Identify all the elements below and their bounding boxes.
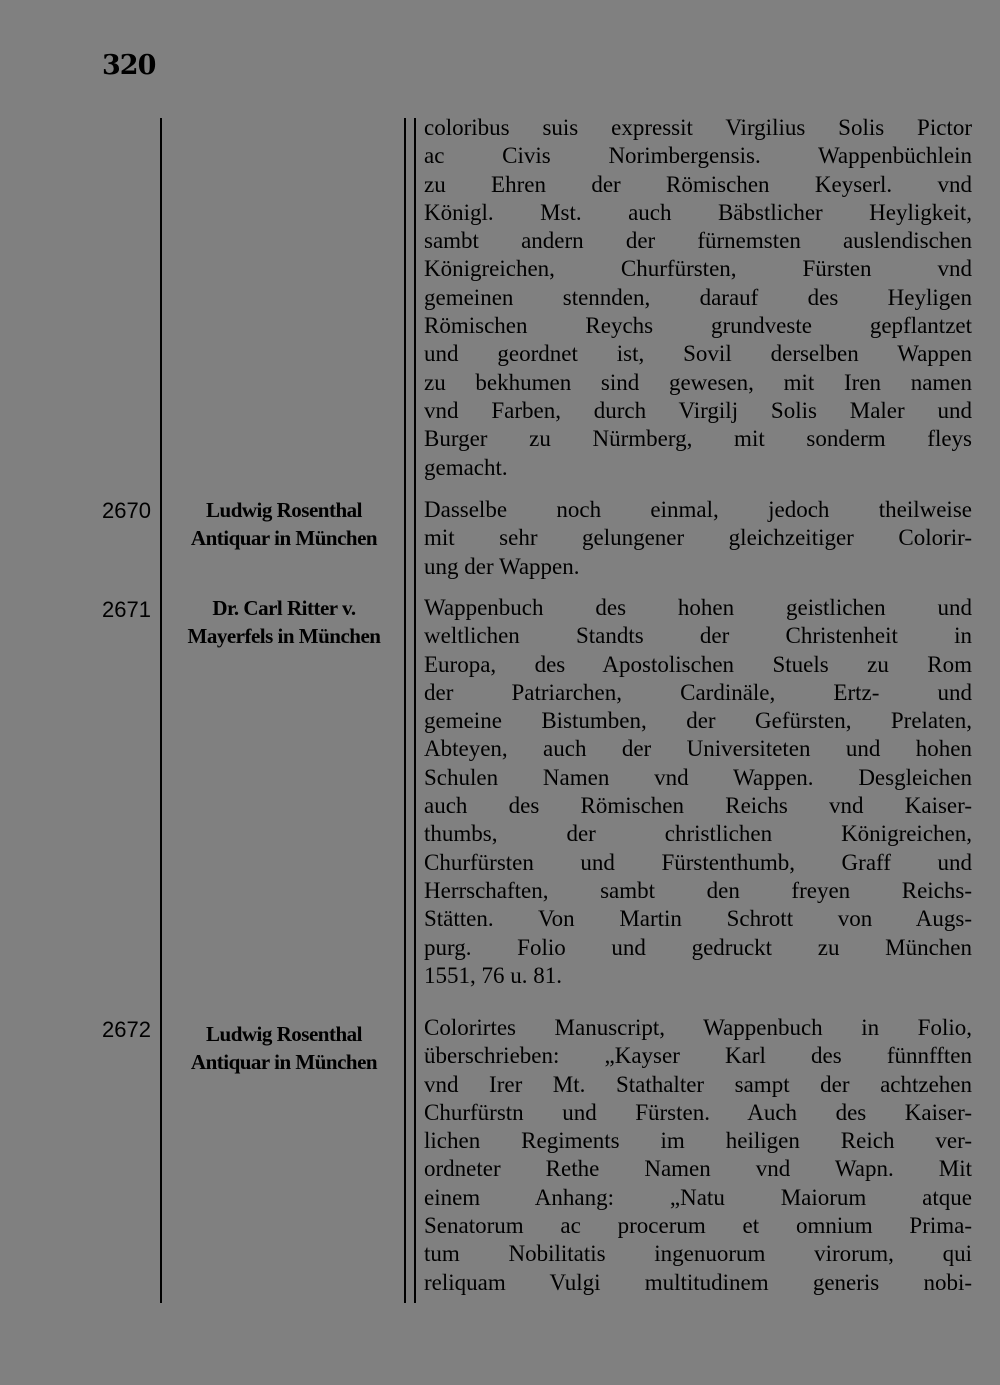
owner-line: Dr. Carl Ritter v. [212, 596, 356, 620]
description-line: gemeinen stennden, darauf des Heyligen [424, 284, 972, 310]
description-line: weltlichen Standts der Christenheit in [424, 623, 972, 649]
description-line: ung der Wappen. [424, 553, 580, 579]
entry-owner [166, 594, 402, 650]
page-number: 320 [102, 50, 156, 81]
description-line: Dasselbe noch einmal, jedoch theilweise [424, 497, 972, 522]
description-line: auch des Römischen Reichs vnd Kaiser- [424, 793, 972, 819]
description-line: mit sehr gelungener gleichzeitiger Colorir- [424, 525, 972, 551]
description-line: vnd Irer Mt. Stathalter sampt der achtzehen [424, 1071, 972, 1097]
owner-line: Antiquar in München [190, 526, 378, 550]
description-line: reliquam Vulgi multitudinem generis nobi- [424, 1269, 972, 1295]
description-line: Abteyen, auch der Universiteten und hohen [424, 736, 972, 762]
description-line: Europa, des Apostolischen Stuels zu Rom [424, 651, 972, 677]
description-line: Herrschaften, sambt den freyen Reichs- [424, 877, 972, 903]
description-line: thumbs, der christlichen Königreichen, [424, 821, 972, 847]
description-line: und geordnet ist, Sovil derselben Wappen [424, 341, 972, 367]
column-rule-middle [404, 118, 406, 1303]
owner-line: Mayerfels in München [187, 624, 381, 648]
description-line: Königreichen, Churfürsten, Fürsten vnd [424, 256, 972, 282]
entry-number: 2672 [102, 1017, 151, 1042]
entry-number: 2671 [102, 597, 151, 622]
description-line: gemeine Bistumben, der Gefürsten, Prelaten, [424, 708, 972, 734]
description-line: zu bekhumen sind gewesen, mit Iren namen [424, 369, 972, 395]
description-line: Burger zu Nürmberg, mit sonderm fleys [424, 426, 972, 452]
description-line: Königl. Mst. auch Bäbstlicher Heyligkeit, [424, 199, 972, 225]
entry-description [424, 1014, 972, 1297]
description-line: coloribus suis expressit Virgilius Solis Pictor [424, 115, 972, 140]
description-line: überschrieben: „Kayser Karl des fünnfften [424, 1043, 972, 1069]
entry-description [424, 496, 972, 581]
description-line: purg. Folio und gedruckt zu München [424, 934, 972, 960]
description-line: Stätten. Von Martin Schrott von Augs- [424, 906, 972, 932]
description-line: Schulen Namen vnd Wappen. Desgleichen [424, 764, 972, 790]
description-line: Churfürstn und Fürsten. Auch des Kaiser- [424, 1099, 972, 1125]
description-line: tum Nobilitatis ingenuorum virorum, qui [424, 1241, 972, 1267]
description-line: einem Anhang: „Natu Maiorum atque [424, 1184, 972, 1210]
entry-number: 2670 [102, 498, 151, 523]
description-line: sambt andern der fürnemsten auslendischen [424, 228, 972, 254]
column-rule-right [414, 118, 416, 1303]
owner-line: Antiquar in München [190, 1050, 378, 1074]
entry-owner [166, 496, 402, 552]
description-line: zu Ehren der Römischen Keyserl. vnd [424, 171, 972, 197]
description-line: Wappenbuch des hohen geistlichen und [424, 595, 972, 620]
owner-line: Ludwig Rosenthal [206, 498, 362, 522]
description-line: der Patriarchen, Cardinäle, Ertz- und [424, 679, 972, 705]
description-line: Römischen Reychs grundveste gepflantzet [424, 313, 972, 339]
description-line: ac Civis Norimbergensis. Wappenbüchlein [424, 143, 972, 169]
description-line: vnd Farben, durch Virgilj Solis Maler und [424, 397, 972, 423]
owner-line: Ludwig Rosenthal [206, 1022, 362, 1046]
description-line: Churfürsten und Fürstenthumb, Graff und [424, 849, 972, 875]
description-line: 1551, 76 u. 81. [424, 962, 562, 988]
entry-description [424, 594, 972, 990]
description-line: Colorirtes Manuscript, Wappenbuch in Folio, [424, 1015, 972, 1040]
description-line: gemacht. [424, 454, 508, 480]
description-line: ordneter Rethe Namen vnd Wapn. Mit [424, 1156, 972, 1182]
description-line: Senatorum ac procerum et omnium Prima- [424, 1213, 972, 1239]
column-rule-left [160, 118, 162, 1303]
description-line: lichen Regiments im heiligen Reich ver- [424, 1128, 972, 1154]
entry-description [424, 114, 972, 482]
entry-owner [166, 1020, 402, 1076]
